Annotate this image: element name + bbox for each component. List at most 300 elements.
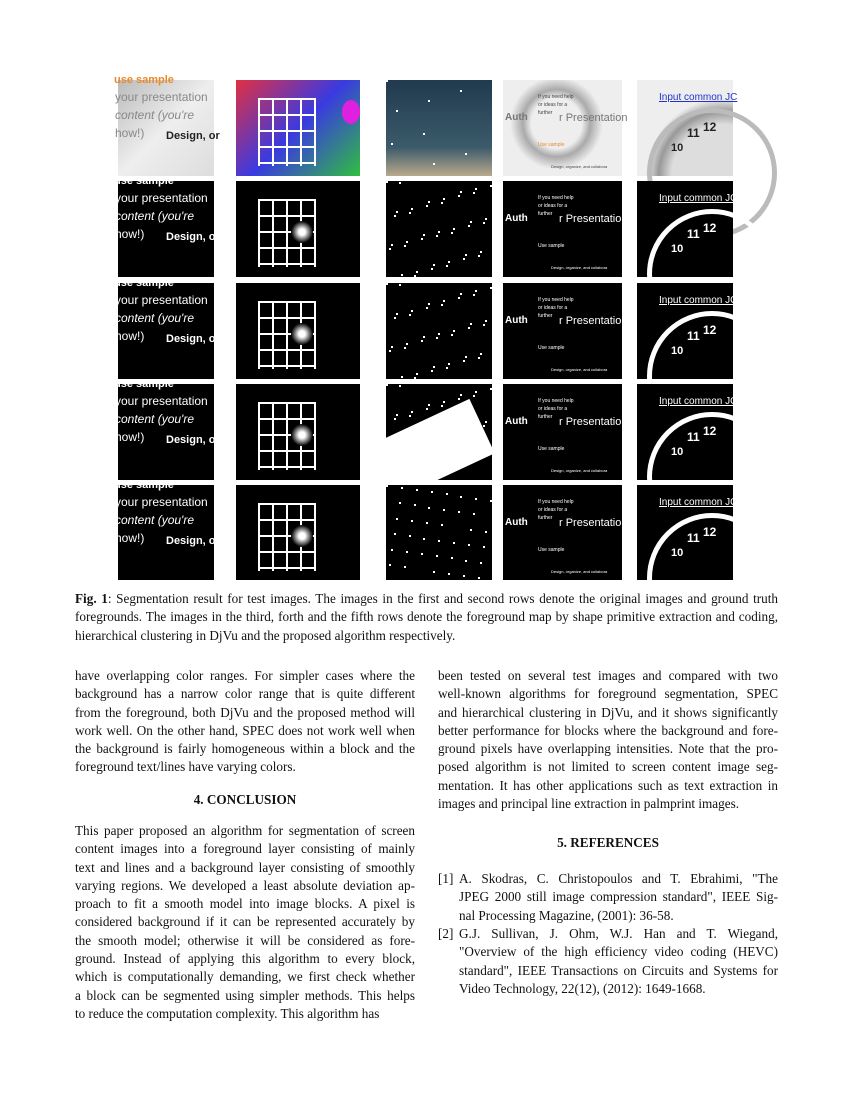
star-dot xyxy=(443,401,445,403)
star-dot xyxy=(401,274,403,276)
panel-text: use sample xyxy=(114,378,174,390)
star-dot xyxy=(438,540,440,542)
panel-text: 12 xyxy=(703,221,717,235)
panel-text: 10 xyxy=(671,142,684,154)
figure-panel-r4-c3 xyxy=(386,384,492,480)
panel-text: 10 xyxy=(671,243,684,255)
wireframe-line xyxy=(258,349,316,351)
panel-text: Auth xyxy=(505,416,528,427)
figure-panel-r5-c2 xyxy=(236,485,360,580)
star-dot xyxy=(411,520,413,522)
panel-text: Auth xyxy=(505,315,528,326)
wireframe-line xyxy=(272,199,274,267)
panel-text: Use sample xyxy=(538,243,565,249)
star-dot xyxy=(433,163,435,165)
figure-panel-r1-c4 xyxy=(503,80,628,176)
star-dot xyxy=(409,535,411,537)
text-line: considered background if it can be represented accurately by xyxy=(75,914,415,930)
wireframe-line xyxy=(272,301,274,369)
panel-text: 12 xyxy=(703,525,717,539)
star-dot xyxy=(411,310,413,312)
figure-panel-r3-c4 xyxy=(503,283,628,379)
panel-text: 11 xyxy=(687,430,700,444)
panel-text: Design, organize, and collabora xyxy=(551,265,608,270)
star-dot xyxy=(465,153,467,155)
star-dot xyxy=(414,504,416,506)
caption-label: Fig. 1 xyxy=(75,591,108,606)
star-dot xyxy=(396,110,398,112)
star-dot xyxy=(414,275,416,277)
star-dot xyxy=(404,347,406,349)
text-line: from the foreground, both DjVu and the proposed method will xyxy=(75,704,415,720)
wireframe-line xyxy=(272,402,274,470)
wireframe-line xyxy=(258,146,316,148)
panel-text: Design, or xyxy=(166,333,220,345)
wireframe-line xyxy=(258,551,316,553)
star-dot xyxy=(485,531,487,533)
reference-text xyxy=(459,925,778,998)
panel-text: use sample xyxy=(114,175,174,187)
panel-text: Design, or xyxy=(166,130,220,142)
panel-text: If you need help xyxy=(538,195,574,201)
star-dot xyxy=(426,408,428,410)
panel-text: further xyxy=(538,414,553,420)
star-dot xyxy=(423,234,425,236)
star-dot xyxy=(490,388,492,390)
panel-text: Use sample xyxy=(538,345,565,351)
star-dot xyxy=(463,360,465,362)
section-heading-conclusion: 4. CONCLUSION xyxy=(193,792,297,807)
panel-text: 11 xyxy=(687,126,700,140)
star-dot xyxy=(460,90,462,92)
star-dot xyxy=(399,502,401,504)
noise-blob xyxy=(291,525,313,547)
figure-panel-r1-c1 xyxy=(114,74,220,176)
star-dot xyxy=(475,391,477,393)
star-dot xyxy=(389,248,391,250)
text-line: JPEG 2000 still image compression standard", IEEE Sig- xyxy=(459,889,778,905)
noise-blob xyxy=(291,424,313,446)
star-dot xyxy=(409,314,411,316)
figure-panel-r3-c3 xyxy=(386,283,492,379)
reference-text xyxy=(459,870,778,925)
star-dot xyxy=(473,192,475,194)
wireframe-line xyxy=(258,114,316,116)
panel-text: 11 xyxy=(687,227,700,241)
star-dot xyxy=(460,394,462,396)
star-dot xyxy=(451,334,453,336)
figure-panel-r3-c2 xyxy=(236,283,360,379)
star-dot xyxy=(478,255,480,257)
star-dot xyxy=(421,340,423,342)
star-dot xyxy=(478,357,480,359)
panel-text: further xyxy=(538,515,553,521)
star-dot xyxy=(386,181,388,183)
text-line: standard", IEEE Transactions on Circuits and Systems for xyxy=(459,962,778,978)
text-line: better performance for blocks where the background and fore- xyxy=(438,722,778,738)
reference-number: [1] xyxy=(438,871,454,886)
star-dot xyxy=(396,518,398,520)
text-line: been tested on several test images and compared with two xyxy=(438,668,778,683)
star-dot xyxy=(468,225,470,227)
panel-text: r Presentation xyxy=(559,315,628,327)
figure-panel-r4-c4 xyxy=(503,384,628,480)
right-paragraph-1 xyxy=(438,667,778,813)
star-dot xyxy=(453,228,455,230)
star-dot xyxy=(411,411,413,413)
star-dot xyxy=(426,522,428,524)
panel-text: 12 xyxy=(703,120,717,134)
star-dot xyxy=(441,304,443,306)
text-line: background has a narrow color range that is quite different xyxy=(75,686,415,702)
star-dot xyxy=(458,195,460,197)
figure-panel-r2-c1 xyxy=(114,175,220,277)
star-dot xyxy=(443,198,445,200)
star-dot xyxy=(421,238,423,240)
panel-text: content (you're xyxy=(115,108,195,122)
wireframe-line xyxy=(314,98,316,166)
figure-panel-r4-c5 xyxy=(637,384,738,480)
wireframe-line xyxy=(258,215,316,217)
text-line: A. Skodras, C. Christopoulos and T. Ebrahimi, "The xyxy=(459,871,778,886)
wireframe-line xyxy=(258,402,316,404)
panel-text: r Presentation xyxy=(559,517,628,529)
wireframe-line xyxy=(258,301,260,369)
wireframe-line xyxy=(258,199,260,267)
star-dot xyxy=(396,414,398,416)
star-dot xyxy=(428,404,430,406)
wireframe-line xyxy=(258,503,260,571)
panel-text: or ideas for a xyxy=(538,406,568,412)
wireframe-line xyxy=(314,503,316,571)
panel-text: 11 xyxy=(687,329,700,343)
star-dot xyxy=(465,560,467,562)
panel-text: how!) xyxy=(115,227,145,241)
star-dot xyxy=(404,245,406,247)
panel-text: 11 xyxy=(687,531,700,545)
panel-text: Auth xyxy=(505,517,528,528)
star-dot xyxy=(389,564,391,566)
star-dot xyxy=(416,489,418,491)
wireframe-line xyxy=(286,301,288,369)
wireframe-line xyxy=(258,301,316,303)
panel-text: use sample xyxy=(114,74,174,86)
figure-panel-r2-c5 xyxy=(637,181,738,277)
star-dot xyxy=(441,202,443,204)
wireframe-line xyxy=(286,199,288,267)
figure-panel-r1-c3 xyxy=(386,80,492,176)
panel-text: use sample xyxy=(114,479,174,491)
figure-panel-r1-c5 xyxy=(637,80,738,176)
star-dot xyxy=(473,294,475,296)
star-dot xyxy=(443,300,445,302)
star-dot xyxy=(448,363,450,365)
star-dot xyxy=(441,405,443,407)
wireframe-line xyxy=(258,365,316,367)
left-paragraph-1 xyxy=(75,667,415,777)
wireframe-line xyxy=(286,98,288,166)
star-dot xyxy=(438,231,440,233)
wireframe-line xyxy=(272,503,274,571)
star-dot xyxy=(443,509,445,511)
star-dot xyxy=(391,244,393,246)
text-line: "Overview of the high efficiency video coding (HEVC) xyxy=(459,944,778,960)
wireframe-line xyxy=(258,567,316,569)
reference-item xyxy=(438,925,778,998)
star-dot xyxy=(475,290,477,292)
star-dot xyxy=(396,211,398,213)
star-dot xyxy=(428,201,430,203)
text-line: to reduce the computation complexity. This algorithm has xyxy=(75,1005,380,1021)
panel-text: your presentation xyxy=(115,191,208,205)
panel-text: If you need help xyxy=(538,297,574,303)
star-dot xyxy=(426,205,428,207)
star-dot xyxy=(446,265,448,267)
star-dot xyxy=(433,264,435,266)
wireframe-line xyxy=(314,402,316,470)
star-dot xyxy=(483,546,485,548)
panel-text: Design, organize, and collabora xyxy=(551,164,608,169)
wireframe-line xyxy=(258,317,316,319)
panel-text: or ideas for a xyxy=(538,102,568,108)
star-dot xyxy=(423,538,425,540)
text-line: posed algorithm is not limited to screen content image seg- xyxy=(438,759,778,775)
panel-text: your presentation xyxy=(115,90,208,104)
panel-text: how!) xyxy=(115,329,145,343)
star-dot xyxy=(475,188,477,190)
panel-text: 10 xyxy=(671,446,684,458)
star-dot xyxy=(394,317,396,319)
star-dot xyxy=(409,212,411,214)
panel-text: Design, or xyxy=(166,535,220,547)
panel-text: Auth xyxy=(505,213,528,224)
panel-text: further xyxy=(538,211,553,217)
star-dot xyxy=(399,385,401,387)
wireframe-line xyxy=(258,418,316,420)
star-dot xyxy=(485,218,487,220)
star-dot xyxy=(470,221,472,223)
panel-text: r Presentation xyxy=(559,213,628,225)
star-dot xyxy=(460,293,462,295)
panel-text: your presentation xyxy=(115,293,208,307)
star-dot xyxy=(411,208,413,210)
star-dot xyxy=(468,544,470,546)
star-dot xyxy=(394,533,396,535)
panel-text: r Presentation xyxy=(559,416,628,428)
star-dot xyxy=(433,366,435,368)
wireframe-line xyxy=(314,301,316,369)
panel-text: further xyxy=(538,313,553,319)
panel-text: content (you're xyxy=(115,209,195,223)
star-dot xyxy=(391,143,393,145)
panel-text: 12 xyxy=(703,424,717,438)
star-dot xyxy=(409,415,411,417)
figure-panel-r5-c3 xyxy=(386,485,492,580)
star-dot xyxy=(463,575,465,577)
star-dot xyxy=(490,500,492,502)
star-dot xyxy=(396,313,398,315)
text-line: images and principal line extraction in palmprint images. xyxy=(438,796,740,812)
figure-panel-r3-c5 xyxy=(637,283,738,379)
star-dot xyxy=(399,182,401,184)
panel-text: r Presentation xyxy=(559,112,628,124)
panel-text: Input common JC xyxy=(659,396,738,407)
text-line: the smooth model; otherwise it will be considered as fore- xyxy=(75,932,415,948)
wireframe-line xyxy=(258,247,316,249)
text-line: a block can be segmented using simpler methods. This helps xyxy=(75,987,415,1003)
panel-text: content (you're xyxy=(115,513,195,527)
wireframe-line xyxy=(258,402,260,470)
panel-text: Design, or xyxy=(166,434,220,446)
text-line: nal Processing Magazine, (2001): 36-58. xyxy=(459,907,674,923)
panel-text: 10 xyxy=(671,547,684,559)
figure-panel-r5-c1 xyxy=(114,479,220,580)
star-dot xyxy=(406,551,408,553)
panel-text: Design, organize, and collabora xyxy=(551,367,608,372)
wireframe-line xyxy=(258,130,316,132)
panel-text: Input common JC xyxy=(659,92,738,103)
text-line: and hierarchical clustering in DjVu, and it shows significantly xyxy=(438,704,778,720)
star-dot xyxy=(483,324,485,326)
noise-blob xyxy=(291,323,313,345)
panel-text: how!) xyxy=(115,430,145,444)
star-dot xyxy=(426,307,428,309)
star-dot xyxy=(428,507,430,509)
wireframe-line xyxy=(286,503,288,571)
star-dot xyxy=(436,555,438,557)
wireframe-line xyxy=(272,98,274,166)
star-dot xyxy=(451,232,453,234)
star-dot xyxy=(480,353,482,355)
star-dot xyxy=(414,377,416,379)
panel-text: content (you're xyxy=(115,311,195,325)
panel-text: 12 xyxy=(703,323,717,337)
star-dot xyxy=(401,487,403,489)
star-dot xyxy=(483,222,485,224)
star-dot xyxy=(428,100,430,102)
star-dot xyxy=(458,511,460,513)
figure-panel-r2-c3 xyxy=(386,181,492,277)
star-dot xyxy=(458,297,460,299)
star-dot xyxy=(431,370,433,372)
star-dot xyxy=(453,542,455,544)
star-dot xyxy=(404,566,406,568)
text-line: the background is fairly homogeneous within a block and the xyxy=(75,741,415,757)
magenta-blob xyxy=(342,100,360,124)
star-dot xyxy=(446,367,448,369)
panel-text: or ideas for a xyxy=(538,507,568,513)
wireframe-line xyxy=(258,263,316,265)
panel-text: use sample xyxy=(114,277,174,289)
reference-item xyxy=(438,870,778,925)
panel-text: Use sample xyxy=(538,446,565,452)
panel-text: how!) xyxy=(115,126,145,140)
star-dot xyxy=(399,284,401,286)
star-dot xyxy=(480,251,482,253)
star-dot xyxy=(406,241,408,243)
noise-blob xyxy=(291,221,313,243)
star-dot xyxy=(386,80,388,82)
text-line: foreground text/lines have varying colors. xyxy=(75,759,296,775)
star-dot xyxy=(386,384,388,386)
star-dot xyxy=(394,215,396,217)
star-dot xyxy=(490,287,492,289)
panel-text: or ideas for a xyxy=(538,203,568,209)
conclusion-paragraph xyxy=(75,822,415,1023)
text-line: have overlapping color ranges. For simpler cases where the xyxy=(75,668,415,683)
figure-panel-r5-c4 xyxy=(503,485,628,580)
star-dot xyxy=(401,376,403,378)
text-line: which is computationally demanding, we first check whether xyxy=(75,969,415,985)
star-dot xyxy=(436,235,438,237)
star-dot xyxy=(423,133,425,135)
wireframe-line xyxy=(258,503,316,505)
star-dot xyxy=(470,323,472,325)
star-dot xyxy=(423,336,425,338)
star-dot xyxy=(433,571,435,573)
star-dot xyxy=(480,562,482,564)
star-dot xyxy=(451,557,453,559)
panel-text: If you need help xyxy=(538,398,574,404)
text-line: Video Technology, 22(12), (2012): 1649-1668. xyxy=(459,980,706,996)
star-dot xyxy=(458,398,460,400)
wireframe-line xyxy=(258,450,316,452)
panel-text: Input common JC xyxy=(659,295,738,306)
text-line: content images into a foreground layer consisting of mainly xyxy=(75,841,415,857)
text-line: work well. On the other hand, SPEC does not work well when xyxy=(75,722,415,738)
figure-panel-r2-c2 xyxy=(236,181,360,277)
star-dot xyxy=(389,350,391,352)
panel-text: Design, organize, and collabora xyxy=(551,468,608,473)
wireframe-line xyxy=(258,519,316,521)
panel-text: further xyxy=(538,110,553,116)
figure-panel-r4-c2 xyxy=(236,384,360,480)
star-dot xyxy=(448,573,450,575)
wireframe-line xyxy=(314,199,316,267)
figure-panel-r5-c5 xyxy=(637,485,738,580)
star-dot xyxy=(478,577,480,579)
panel-text: content (you're xyxy=(115,412,195,426)
figure-panel-r2-c4 xyxy=(503,181,628,277)
star-dot xyxy=(485,421,487,423)
star-dot xyxy=(490,185,492,187)
panel-text: how!) xyxy=(115,531,145,545)
text-line: proach to fit a smooth model into image blocks. A pixel is xyxy=(75,896,415,912)
panel-text: Design, organize, and collabora xyxy=(551,569,608,574)
star-dot xyxy=(448,261,450,263)
panel-text: Input common JC xyxy=(659,497,738,508)
star-dot xyxy=(421,553,423,555)
star-dot xyxy=(394,418,396,420)
panel-text: 10 xyxy=(671,345,684,357)
text-line: mentation. It has other applications such as text extraction in xyxy=(438,777,778,793)
panel-text: Use sample xyxy=(538,547,565,553)
wireframe-line xyxy=(258,466,316,468)
star-dot xyxy=(391,549,393,551)
reference-number: [2] xyxy=(438,926,454,941)
panel-text: Use sample xyxy=(538,142,565,148)
star-dot xyxy=(483,425,485,427)
star-dot xyxy=(475,498,477,500)
section-heading-references: 5. REFERENCES xyxy=(557,835,659,850)
star-dot xyxy=(473,395,475,397)
star-dot xyxy=(428,303,430,305)
figure-panel-r1-c2 xyxy=(236,80,360,176)
figure-panel-r3-c1 xyxy=(114,277,220,379)
star-dot xyxy=(431,268,433,270)
star-dot xyxy=(453,330,455,332)
star-dot xyxy=(406,343,408,345)
